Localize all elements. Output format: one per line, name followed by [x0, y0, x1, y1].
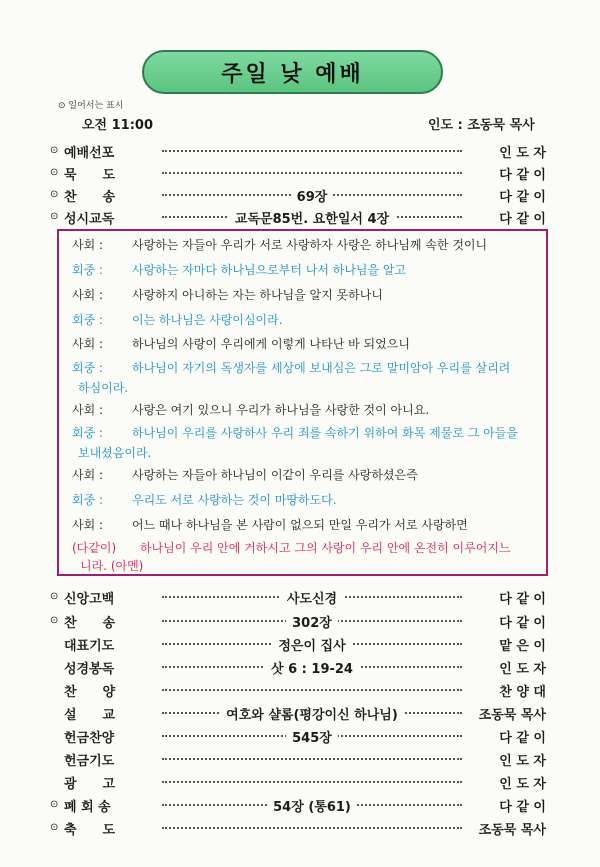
reading-text: 사랑하는 자들아 우리가 서로 사랑하자 사랑은 하나님께 속한 것이니 [132, 238, 488, 252]
order-row [50, 749, 546, 769]
order-item-person: 다 같 이 [499, 168, 546, 183]
reading-text: 사랑하는 자마다 하나님으로부터 나서 하나님을 알고 [132, 263, 407, 277]
reading-text: 하나님이 우리 안에 거하시고 그의 사랑이 우리 안에 온전히 이루어지느 [140, 541, 511, 555]
order-row [50, 185, 546, 205]
page-title: 주일 낮 예배 [142, 50, 443, 94]
order-item-person: 다 같 이 [499, 212, 546, 227]
order-item-person: 다 같 이 [499, 616, 546, 631]
standing-mark: ⊙ [50, 211, 59, 222]
standing-mark: ⊙ [50, 615, 59, 626]
reading-line [72, 538, 511, 558]
order-row [50, 795, 546, 815]
reading-text: 하나님의 사랑이 우리에게 이렇게 나타난 바 되었으니 [132, 337, 410, 351]
order-row [50, 587, 546, 607]
reading-line [72, 358, 511, 378]
order-item-name: 신앙고백 [64, 592, 115, 607]
order-item-name: 묵 도 [64, 168, 116, 183]
order-item-person: 인 도 자 [499, 754, 546, 769]
reading-text: 사랑하지 아니하는 자는 하나님을 알지 못하나니 [132, 288, 383, 302]
reading-line [72, 515, 468, 535]
order-item-person: 조동묵 목사 [478, 708, 546, 723]
reading-text: 사랑은 여기 있으니 우리가 하나님을 사랑한 것이 아니요. [132, 403, 430, 417]
order-item-detail: 삿 6 : 19-24 [265, 662, 359, 677]
order-item-name: 설 교 [64, 708, 116, 723]
order-item-name: 축 도 [64, 823, 116, 838]
reading-text: 니라. (아멘) [80, 559, 144, 573]
order-item-person: 인 도 자 [499, 662, 546, 677]
reading-text: 하나님이 자기의 독생자를 세상에 보내심은 그로 말미암아 우리를 살리려 [132, 361, 511, 375]
order-row [50, 772, 546, 792]
standing-mark: ⊙ [50, 167, 59, 178]
order-item-detail: 69장 [291, 190, 334, 205]
standing-legend: ⊙ 일어서는 표시 [58, 101, 124, 111]
standing-mark: ⊙ [50, 799, 59, 810]
reading-line [72, 310, 283, 330]
order-row [50, 163, 546, 183]
reading-text: 하나님이 우리를 사랑하사 우리 죄를 속하기 위하여 화목 제물로 그 아들을 [132, 426, 518, 440]
leader-dots [162, 150, 462, 152]
order-item-detail: 정은이 집사 [272, 639, 351, 654]
leader-dots [162, 758, 462, 760]
reading-text: 어느 때나 하나님을 본 사람이 없으되 만일 우리가 서로 사랑하면 [132, 518, 468, 532]
order-item-person: 다 같 이 [499, 731, 546, 746]
order-item-name: 찬 송 [64, 616, 116, 631]
order-row [50, 634, 546, 654]
standing-mark: ⊙ [50, 822, 59, 833]
speaker-label: 사회 : [72, 337, 104, 351]
reading-line [72, 260, 407, 280]
order-item-person: 다 같 이 [499, 592, 546, 607]
speaker-label: 사회 : [72, 238, 104, 252]
speaker-label: 회중 : [72, 313, 104, 327]
speaker-label: 사회 : [72, 518, 104, 532]
order-item-person: 다 같 이 [499, 190, 546, 205]
order-item-person: 찬 양 대 [499, 685, 546, 700]
order-item-name: 성경봉독 [64, 662, 115, 677]
reading-line [72, 490, 337, 510]
service-leader: 인도 : 조동묵 목사 [428, 118, 535, 133]
order-item-name: 헌금기도 [64, 754, 115, 769]
order-item-person: 조동묵 목사 [478, 823, 546, 838]
leader-dots [162, 689, 462, 691]
order-item-detail: 54장 (통61) [267, 800, 357, 815]
reading-line [72, 235, 488, 255]
order-item-name: 찬 양 [64, 685, 116, 700]
speaker-label: 사회 : [72, 288, 104, 302]
order-item-name: 광 고 [64, 777, 116, 792]
order-row [50, 657, 546, 677]
order-row [50, 141, 546, 161]
reading-text: 사랑하는 자들아 하나님이 이같이 우리를 사랑하셨은즉 [132, 468, 418, 482]
order-item-person: 맡 은 이 [499, 639, 546, 654]
leader-dots [162, 172, 462, 174]
order-item-person: 인 도 자 [499, 146, 546, 161]
order-item-person: 인 도 자 [499, 777, 546, 792]
order-item-detail: 사도신경 [281, 592, 343, 607]
service-time: 오전 11:00 [82, 118, 154, 133]
order-row [50, 207, 546, 227]
reading-text: 하심이라. [78, 381, 129, 395]
reading-line [72, 423, 518, 443]
order-row [50, 818, 546, 838]
reading-line [72, 285, 383, 305]
speaker-label: (다같이) [72, 541, 117, 555]
reading-text: 보내셨음이라. [78, 446, 152, 460]
order-item-name: 대표기도 [64, 639, 115, 654]
leader-dots [162, 781, 462, 783]
order-row [50, 726, 546, 746]
order-item-name: 성시교독 [64, 212, 115, 227]
leader-dots [162, 827, 462, 829]
reading-text: 이는 하나님은 사랑이심이라. [132, 313, 283, 327]
order-item-person: 다 같 이 [499, 800, 546, 815]
order-item-detail: 교독문85번. 요한일서 4장 [229, 212, 395, 227]
reading-line [72, 334, 410, 354]
order-row [50, 611, 546, 631]
standing-mark: ⊙ [50, 591, 59, 602]
reading-line [72, 400, 430, 420]
order-item-name: 폐 회 송 [64, 800, 111, 815]
order-item-name: 예배선포 [64, 146, 115, 161]
speaker-label: 회중 : [72, 263, 104, 277]
speaker-label: 회중 : [72, 493, 104, 507]
order-item-name: 찬 송 [64, 190, 116, 205]
order-row [50, 680, 546, 700]
reading-line-continued [80, 556, 143, 576]
standing-mark: ⊙ [50, 145, 59, 156]
speaker-label: 사회 : [72, 403, 104, 417]
speaker-label: 회중 : [72, 426, 104, 440]
reading-line-continued [78, 443, 151, 463]
standing-mark: ⊙ [50, 189, 59, 200]
reading-line [72, 465, 418, 485]
order-row [50, 703, 546, 723]
reading-line-continued [78, 378, 128, 398]
order-item-name: 헌금찬양 [64, 731, 115, 746]
order-item-detail: 302장 [286, 616, 338, 631]
speaker-label: 회중 : [72, 361, 104, 375]
speaker-label: 사회 : [72, 468, 104, 482]
reading-text: 우리도 서로 사랑하는 것이 마땅하도다. [132, 493, 337, 507]
order-item-detail: 545장 [286, 731, 338, 746]
sermon-title: 여호와 샬롬(평강이신 하나님) [220, 708, 404, 723]
